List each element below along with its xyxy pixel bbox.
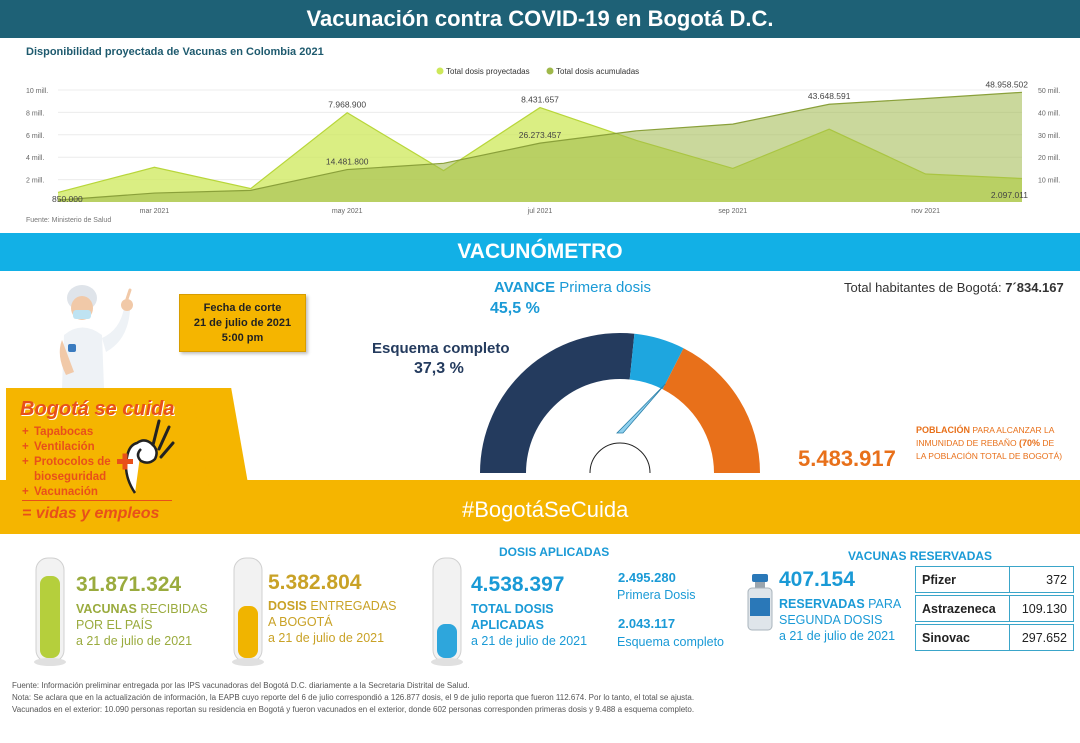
hashtag: #BogotáSeCuida: [462, 497, 629, 522]
campaign-divider: [22, 500, 172, 501]
cutoff-time: 5:00 pm: [221, 332, 264, 344]
y-right-tick-label: 10 mill.: [1038, 177, 1061, 185]
reserved-l2: SEGUNDA DOSIS: [779, 613, 883, 627]
received-value: 31.871.324: [76, 573, 182, 596]
footer-source: Fuente: Información preliminar entregada por las IPS vacunadoras del Bogotá D.C. diariamente a la Secretaria Distrital de Salud.: [12, 681, 470, 690]
table-row: [916, 596, 1074, 622]
reserved-l1-bold: RESERVADAS: [779, 597, 865, 611]
poblacion-bold: POBLACIÓN: [916, 425, 970, 435]
footer-notes: [12, 680, 1072, 716]
page-title: Vacunación contra COVID-19 en Bogotá D.C.: [0, 0, 1080, 38]
complete-scheme-value: 2.043.117: [618, 616, 676, 631]
first-dose-value: 2.495.280: [618, 570, 676, 585]
complete-scheme-label: Esquema completo: [617, 635, 725, 649]
gauge-segment-remaining: [663, 348, 760, 473]
received-l2: POR EL PAÍS: [76, 618, 153, 632]
vaccine-name: Astrazeneca: [916, 596, 1010, 622]
campaign-item: bioseguridad: [34, 471, 107, 483]
reserved-vaccines-table: [915, 566, 1074, 651]
table-row: [916, 567, 1074, 593]
y-right-tick-label: 50 mill.: [1038, 88, 1061, 95]
y-right-tick-label: 30 mill.: [1038, 132, 1061, 140]
delivered-caption: [268, 598, 397, 646]
x-tick-label: sep 2021: [718, 208, 748, 215]
received-l1-rest: RECIBIDAS: [136, 602, 208, 616]
chart-source: Fuente: Ministerio de Salud: [26, 217, 112, 224]
applied-l1: TOTAL DOSIS: [471, 602, 554, 616]
reserved-value: 407.154: [779, 568, 855, 591]
received-l3: a 21 de julio de 2021: [76, 634, 193, 648]
legend-swatch-acumuladas: [547, 68, 554, 75]
delivered-l1-bold: DOSIS: [268, 599, 307, 613]
vacunometro-title: VACUNÓMETRO: [0, 233, 1080, 271]
data-label: 7.968.900: [328, 99, 367, 110]
poblacion-tail: DE LA POBLACIÓN TOTAL DE BOGOTÁ): [916, 438, 1063, 461]
reserved-caption: [779, 596, 901, 644]
avance-label: [494, 279, 651, 296]
vaccine-value: 372: [1010, 567, 1074, 593]
first-dose-label: Primera Dosis: [617, 588, 696, 602]
applied-tube-icon: [427, 556, 467, 668]
poblacion-pct: (70%: [1018, 438, 1040, 448]
applied-l2: APLICADAS: [471, 618, 544, 632]
herd-immunity-population: 5.483.917: [798, 446, 896, 471]
avance-rest: Primera dosis: [555, 279, 651, 296]
table-row: [916, 625, 1074, 651]
y-left-tick-label: 2 mill.: [26, 177, 45, 185]
data-label: 850.000: [52, 194, 83, 204]
vaccination-gauge: [470, 315, 770, 480]
habitantes-label: Total habitantes de Bogotá:: [844, 280, 1006, 295]
delivered-l1-rest: ENTREGADAS: [306, 599, 397, 613]
data-label: 48.958.502: [985, 79, 1028, 90]
legend-label-acumuladas: Total dosis acumuladas: [556, 67, 640, 76]
esquema-label: Esquema completo: [372, 340, 510, 357]
habitantes-value: 7´834.167: [1005, 280, 1064, 295]
x-tick-label: jul 2021: [527, 208, 553, 215]
esquema-percent: 37,3 %: [414, 360, 464, 377]
legend-swatch-proyectadas: [437, 68, 444, 75]
vaccine-value: 109.130: [1010, 596, 1074, 622]
applied-l3: a 21 de julio de 2021: [471, 634, 588, 648]
delivered-l3: a 21 de julio de 2021: [268, 631, 385, 645]
applied-caption: [471, 601, 587, 649]
campaign-item: + Ventilación: [22, 440, 111, 455]
nurse-illustration: [52, 280, 142, 390]
avance-percent: 45,5 %: [490, 300, 540, 317]
received-l1-bold: VACUNAS: [76, 602, 137, 616]
vaccine-availability-chart: [0, 60, 1080, 220]
ok-hand-icon: [115, 415, 175, 495]
x-tick-label: mar 2021: [139, 208, 170, 215]
x-tick-label: may 2021: [331, 208, 363, 215]
avance-bold: AVANCE: [494, 279, 556, 296]
y-right-tick-label: 20 mill.: [1038, 155, 1061, 163]
campaign-title: Bogotá se cuida: [20, 398, 175, 420]
poblacion-rest: PARA ALCANZAR LA INMUNIDAD DE REBAÑO: [916, 425, 1054, 448]
cutoff-date: 21 de julio de 2021: [193, 317, 292, 329]
campaign-item: + Tapabocas: [22, 425, 111, 440]
footer-note: Nota: Se aclara que en la actualización de información, la EAPB cuyo reporte del 6 de julio correspondió a 126.877 dosis, el 9 de julio reporta que fueron 112.674. Por lo tanto, el total se ajusta.: [12, 693, 695, 702]
y-left-tick-label: 10 mill.: [26, 88, 49, 95]
y-left-tick-label: 6 mill.: [26, 132, 45, 140]
footer-abroad: Vacunados en el exterior: 10.090 personas reportan su residencia en Bogotá y fueron vacunados en el exterior, donde 602 personas corresponden primeras dosis y 9.488 a esquema completo.: [12, 705, 695, 714]
data-label: 14.481.800: [325, 156, 369, 167]
applied-header: DOSIS APLICADAS: [499, 545, 610, 559]
herd-immunity-text: [916, 424, 1066, 463]
cutoff-date-box: [179, 294, 306, 352]
data-label: 8.431.657: [521, 94, 559, 105]
gauge-hub: [590, 443, 650, 473]
applied-value: 4.538.397: [471, 573, 565, 596]
data-label: 43.648.591: [807, 91, 851, 102]
y-left-tick-label: 8 mill.: [26, 110, 45, 118]
vaccine-value: 297.652: [1010, 625, 1074, 651]
reserved-l1-rest: PARA: [864, 597, 902, 611]
campaign-tagline: = vidas y empleos: [22, 505, 160, 522]
campaign-list: [22, 425, 111, 500]
chart-title: Disponibilidad proyectada de Vacunas en Colombia 2021: [26, 46, 324, 58]
received-tube-icon: [30, 556, 70, 668]
delivered-l2: A BOGOTÁ: [268, 615, 333, 629]
cutoff-label: Fecha de corte: [203, 302, 282, 314]
campaign-item: + Protocolos de: [22, 455, 111, 470]
delivered-value: 5.382.804: [268, 571, 362, 594]
total-habitantes: [844, 280, 1064, 295]
reserved-l3: a 21 de julio de 2021: [779, 629, 896, 643]
vaccine-vial-icon: [744, 572, 776, 634]
gauge-needle: [617, 384, 665, 433]
reserved-header: VACUNAS RESERVADAS: [848, 549, 993, 563]
vaccine-name: Pfizer: [916, 567, 1010, 593]
legend-label-proyectadas: Total dosis proyectadas: [446, 67, 530, 76]
data-label: 26.273.457: [518, 130, 562, 141]
y-left-tick-label: 4 mill.: [26, 155, 45, 163]
vaccine-name: Sinovac: [916, 625, 1010, 651]
data-label: 2.097.011: [990, 190, 1028, 200]
delivered-tube-icon: [228, 556, 268, 668]
x-tick-label: nov 2021: [911, 208, 941, 215]
gauge-segment-esquema: [480, 333, 634, 473]
received-caption: [76, 601, 208, 649]
y-right-tick-label: 40 mill.: [1038, 110, 1061, 118]
campaign-item: + Vacunación: [22, 485, 111, 500]
